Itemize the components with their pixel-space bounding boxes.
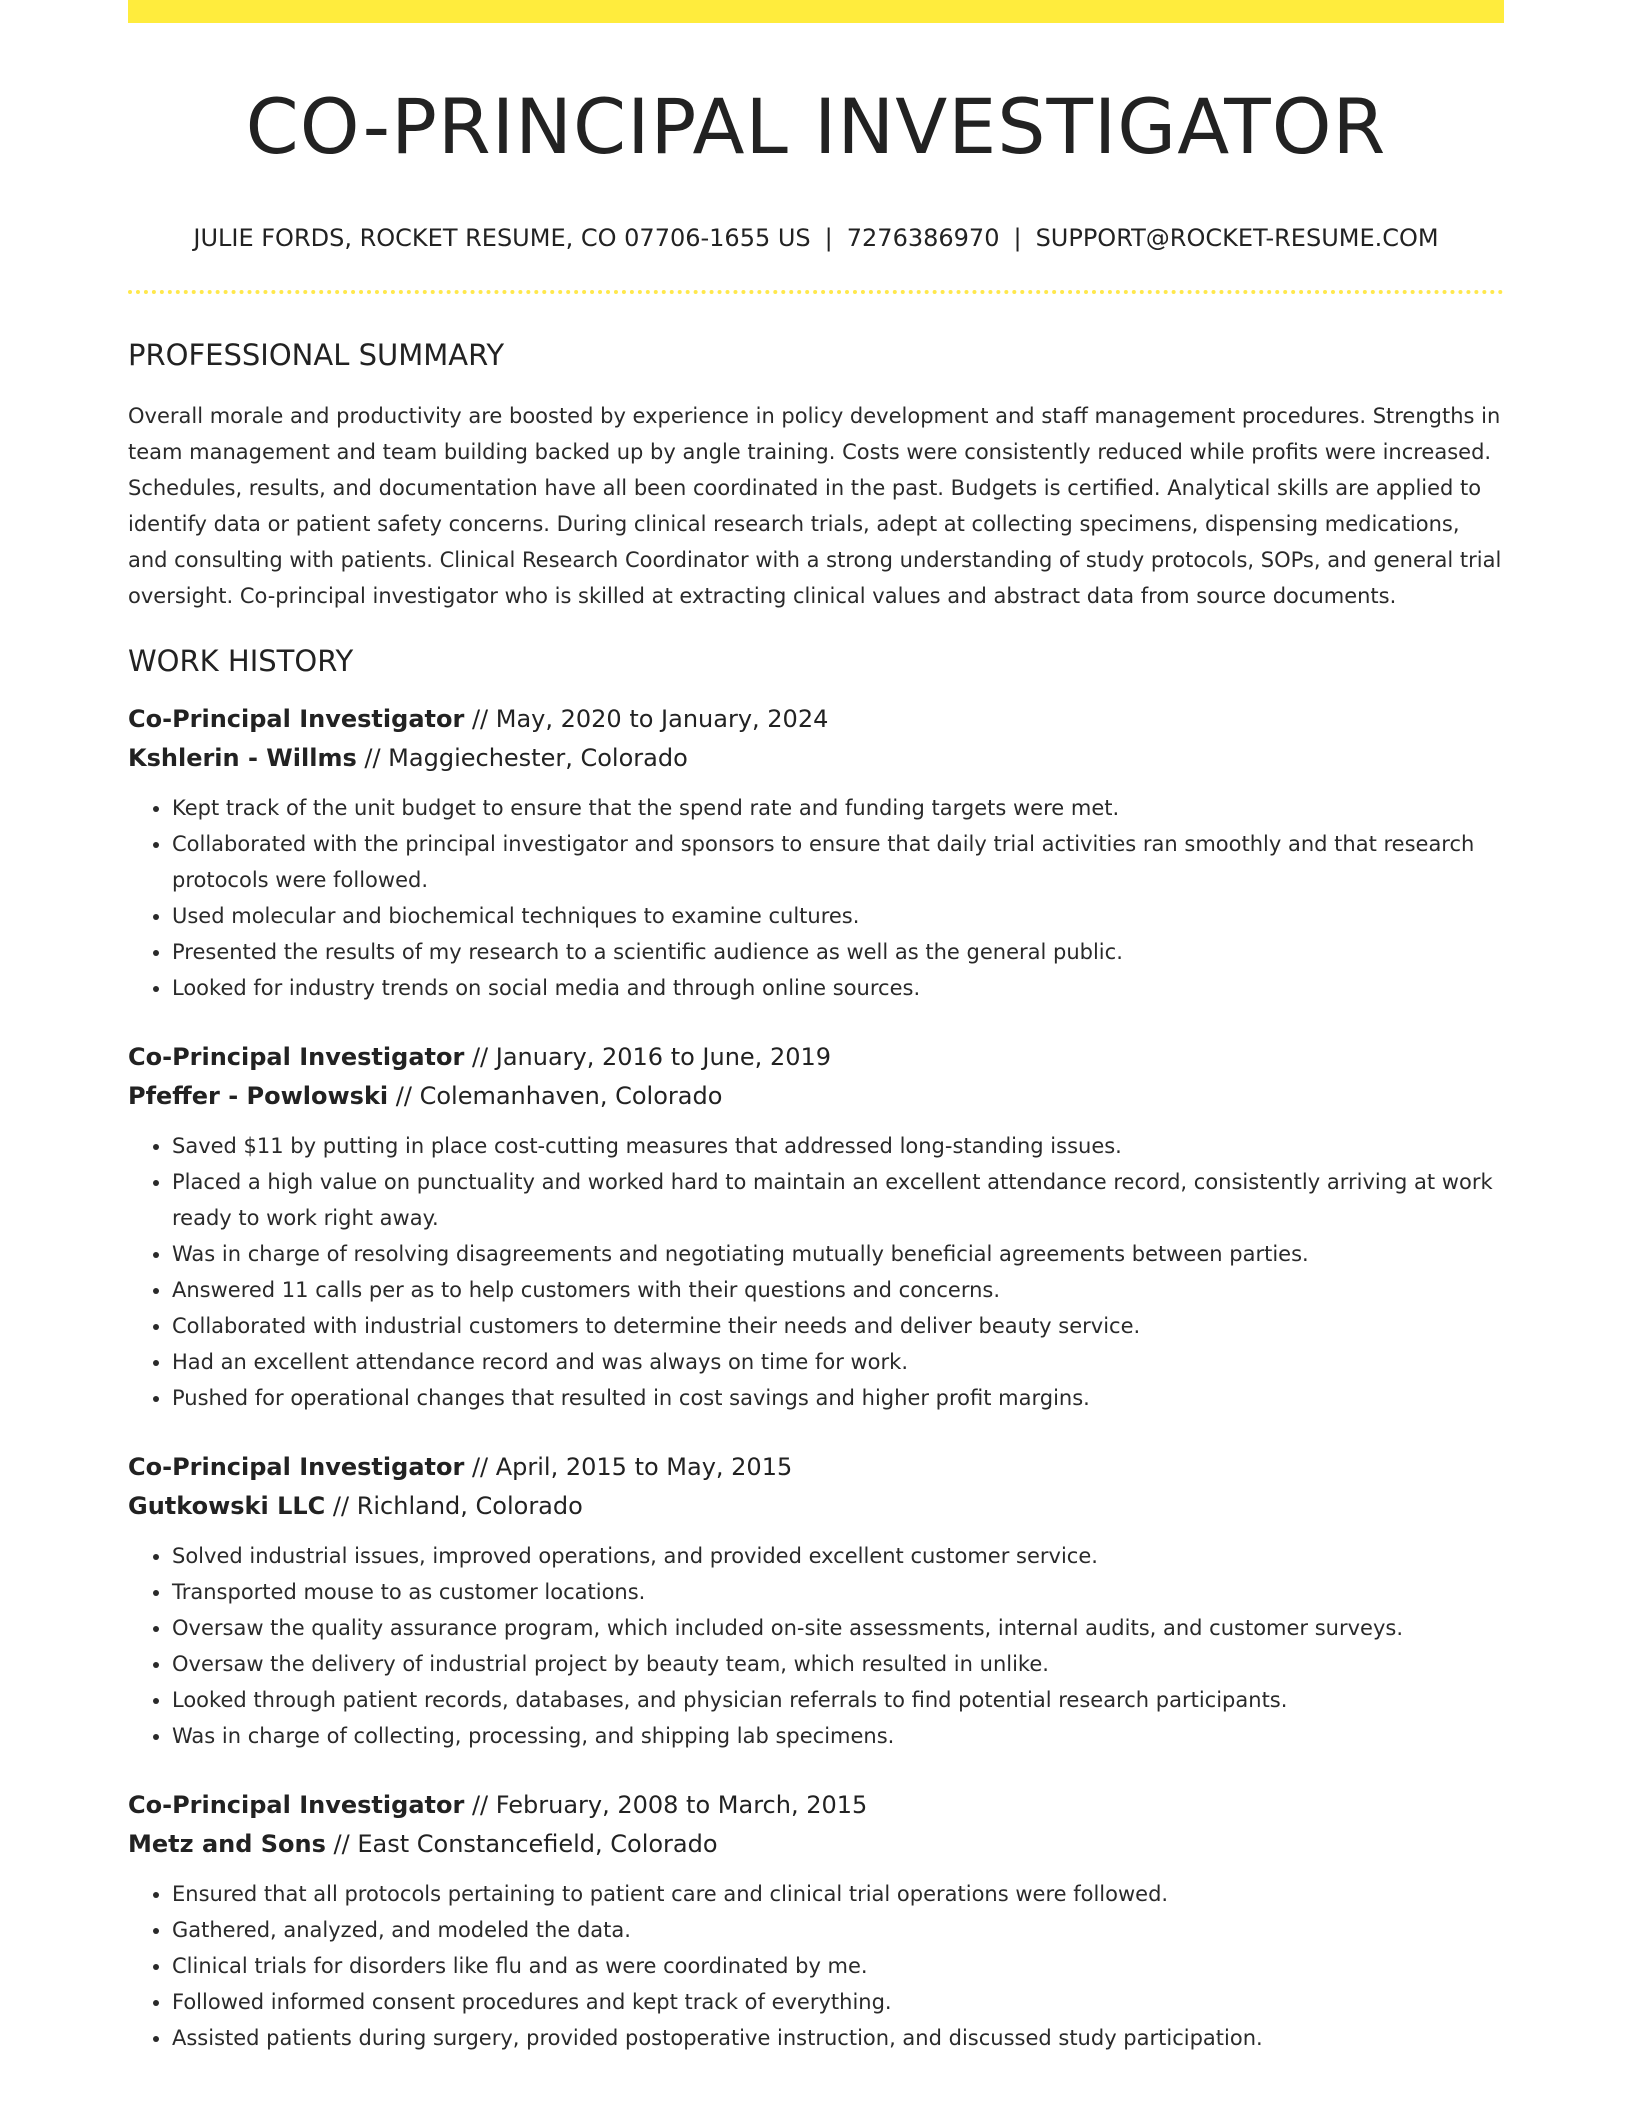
job-bullet: • Was in charge of collecting, processing, and shipping lab specimens. xyxy=(172,1718,1504,1754)
job-entry xyxy=(128,1786,1504,2056)
job-bullets xyxy=(128,1876,1504,2056)
job-company-line xyxy=(128,1077,1504,1116)
job-company: Kshlerin - Willms xyxy=(128,744,357,773)
job-company-line xyxy=(128,1825,1504,1864)
job-bullet: • Used molecular and biochemical techniques to examine cultures. xyxy=(172,898,1504,934)
job-bullet: • Assisted patients during surgery, provided postoperative instruction, and discussed study participation. xyxy=(172,2020,1504,2056)
job-company: Metz and Sons xyxy=(128,1830,326,1859)
job-title: Co-Principal Investigator xyxy=(128,1791,465,1820)
contact-phone: 7276386970 xyxy=(846,224,1000,253)
job-bullet: • Clinical trials for disorders like flu and as were coordinated by me. xyxy=(172,1948,1504,1984)
job-bullet: • Oversaw the delivery of industrial project by beauty team, which resulted in unlike. xyxy=(172,1646,1504,1682)
top-accent-bar xyxy=(128,0,1504,23)
resume-title: CO-PRINCIPAL INVESTIGATOR xyxy=(245,82,1387,171)
job-bullet: • Solved industrial issues, improved operations, and provided excellent customer service. xyxy=(172,1538,1504,1574)
job-title: Co-Principal Investigator xyxy=(128,1453,465,1482)
job-bullet: • Looked through patient records, databases, and physician referrals to find potential research participants. xyxy=(172,1682,1504,1718)
job-location: // Colemanhaven, Colorado xyxy=(388,1082,723,1111)
job-bullet: • Had an excellent attendance record and was always on time for work. xyxy=(172,1344,1504,1380)
job-bullet: • Saved $11 by putting in place cost-cutting measures that addressed long-standing issues. xyxy=(172,1128,1504,1164)
job-entry xyxy=(128,1448,1504,1754)
job-location: // Maggiechester, Colorado xyxy=(356,744,688,773)
dotted-divider xyxy=(128,290,1504,294)
contact-email: SUPPORT@ROCKET-RESUME.COM xyxy=(1035,224,1439,253)
job-title: Co-Principal Investigator xyxy=(128,705,465,734)
job-dates: // May, 2020 to January, 2024 xyxy=(464,705,829,734)
job-bullet: • Kept track of the unit budget to ensure that the spend rate and funding targets were met. xyxy=(172,790,1504,826)
job-bullet: • Oversaw the quality assurance program, which included on-site assessments, internal audits, and customer surveys. xyxy=(172,1610,1504,1646)
job-bullet: • Was in charge of resolving disagreements and negotiating mutually beneficial agreements between parties. xyxy=(172,1236,1504,1272)
job-company-line xyxy=(128,739,1504,778)
contact-separator: | xyxy=(824,224,833,253)
work-history-list xyxy=(128,700,1504,2056)
summary-text: Overall morale and productivity are boosted by experience in policy development and staff management procedures. Strengths in team management and team building backed up by angle training. Costs were consistently reduced while profits were increased. Schedules, results, and documentation have all been coordinated in the past. Budgets is certified. Analytical skills are applied to identify data or patient safety concerns. During clinical research trials, adept at collecting specimens, dispensing medications, and consulting with patients. Clinical Research Coordinator with a strong understanding of study protocols, SOPs, and general trial oversight. Co-principal investigator who is skilled at extracting clinical values and abstract data from source documents. xyxy=(128,404,1502,609)
job-bullet: • Answered 11 calls per as to help customers with their questions and concerns. xyxy=(172,1272,1504,1308)
job-bullets xyxy=(128,1538,1504,1754)
job-title: Co-Principal Investigator xyxy=(128,1043,465,1072)
job-entry xyxy=(128,700,1504,1006)
job-dates: // April, 2015 to May, 2015 xyxy=(464,1453,793,1482)
summary-heading: PROFESSIONAL SUMMARY xyxy=(128,338,505,373)
contact-line xyxy=(128,224,1504,252)
job-bullet: • Collaborated with the principal investigator and sponsors to ensure that daily trial activities ran smoothly and that research protocols were followed. xyxy=(172,826,1504,898)
job-entry xyxy=(128,1038,1504,1416)
job-title-line xyxy=(128,1038,1504,1077)
work-history-heading: WORK HISTORY xyxy=(128,644,354,679)
job-bullet: • Looked for industry trends on social media and through online sources. xyxy=(172,970,1504,1006)
job-location: // Richland, Colorado xyxy=(325,1492,583,1521)
job-bullet: • Pushed for operational changes that resulted in cost savings and higher profit margins. xyxy=(172,1380,1504,1416)
job-bullet: • Collaborated with industrial customers to determine their needs and deliver beauty service. xyxy=(172,1308,1504,1344)
job-title-line xyxy=(128,1786,1504,1825)
job-bullet: • Presented the results of my research to a scientific audience as well as the general public. xyxy=(172,934,1504,970)
job-location: // East Constancefield, Colorado xyxy=(325,1830,718,1859)
job-bullet: • Placed a high value on punctuality and worked hard to maintain an excellent attendance record, consistently arriving at work ready to work right away. xyxy=(172,1164,1504,1236)
job-company: Pfeffer - Powlowski xyxy=(128,1082,389,1111)
job-bullet: • Transported mouse to as customer locations. xyxy=(172,1574,1504,1610)
job-dates: // February, 2008 to March, 2015 xyxy=(464,1791,868,1820)
job-bullet: • Gathered, analyzed, and modeled the data. xyxy=(172,1912,1504,1948)
job-dates: // January, 2016 to June, 2019 xyxy=(464,1043,832,1072)
job-bullets xyxy=(128,790,1504,1006)
job-title-line xyxy=(128,700,1504,739)
job-title-line xyxy=(128,1448,1504,1487)
resume-page xyxy=(128,0,1504,2056)
job-company-line xyxy=(128,1487,1504,1526)
job-company: Gutkowski LLC xyxy=(128,1492,326,1521)
contact-address: JULIE FORDS, ROCKET RESUME, CO 07706-1655 US xyxy=(193,224,811,253)
contact-separator: | xyxy=(1013,224,1022,253)
job-bullet: • Followed informed consent procedures and kept track of everything. xyxy=(172,1984,1504,2020)
job-bullets xyxy=(128,1128,1504,1416)
job-bullet: • Ensured that all protocols pertaining to patient care and clinical trial operations were followed. xyxy=(172,1876,1504,1912)
